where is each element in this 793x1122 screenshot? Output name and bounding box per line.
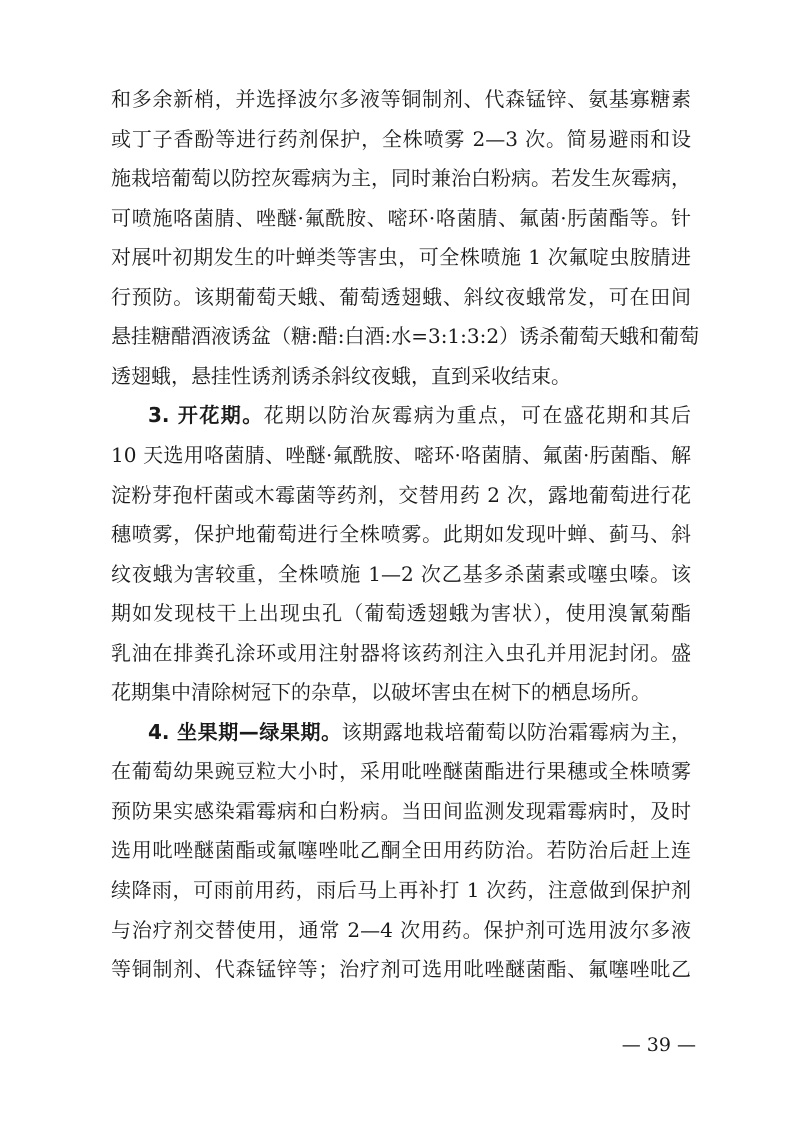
paragraph-3-line-7: 等铜制剂、代森锰锌等；治疗剂可选用吡唑醚菌酯、氟噻唑吡乙	[111, 957, 691, 981]
paragraph-2-line-2: 10 天选用咯菌腈、唑醚·氟酰胺、嘧环·咯菌腈、氟菌·肟菌酯、解	[111, 443, 691, 467]
paragraph-1-line-1: 和多余新梢，并选择波尔多液等铜制剂、代森锰锌、氨基寡糖素	[111, 87, 691, 111]
paragraph-1-line-3: 施栽培葡萄以防控灰霉病为主，同时兼治白粉病。若发生灰霉病，	[111, 166, 691, 190]
paragraph-2-line-4: 穗喷雾，保护地葡萄进行全株喷雾。此期如发现叶蝉、蓟马、斜	[111, 522, 691, 546]
paragraph-2-line-6: 期如发现枝干上出现虫孔（葡萄透翅蛾为害状），使用溴氰菊酯	[111, 601, 691, 625]
paragraph-1-line-2: 或丁子香酚等进行药剂保护，全株喷雾 2—3 次。简易避雨和设	[111, 127, 691, 151]
paragraph-2-line-7: 乳油在排粪孔涂环或用注射器将该药剂注入虫孔并用泥封闭。盛	[111, 641, 691, 665]
section-heading-fruit-set: 4. 坐果期—绿果期。	[148, 720, 342, 744]
paragraph-3-line-1	[148, 713, 691, 751]
paragraph-3-line-4: 选用吡唑醚菌酯或氟噻唑吡乙酮全田用药防治。若防治后赶上连	[111, 838, 691, 862]
paragraph-2-line-1	[148, 396, 691, 434]
paragraph-1-line-6: 行预防。该期葡萄天蛾、葡萄透翅蛾、斜纹夜蛾常发，可在田间	[111, 285, 691, 309]
paragraph-3-line-2: 在葡萄幼果豌豆粒大小时，采用吡唑醚菌酯进行果穗或全株喷雾	[111, 759, 691, 783]
section-heading-flowering: 3. 开花期。	[148, 403, 264, 427]
paragraph-1-line-8: 透翅蛾，悬挂性诱剂诱杀斜纹夜蛾，直到采收结束。	[111, 364, 571, 388]
paragraph-2-line-3: 淀粉芽孢杆菌或木霉菌等药剂，交替用药 2 次，露地葡萄进行花	[111, 483, 691, 507]
paragraph-3-line-5: 续降雨，可雨前用药，雨后马上再补打 1 次药，注意做到保护剂	[111, 878, 691, 902]
paragraph-3-line-3: 预防果实感染霜霉病和白粉病。当田间监测发现霜霉病时，及时	[111, 799, 691, 823]
paragraph-1-line-5: 对展叶初期发生的叶蝉类等害虫，可全株喷施 1 次氟啶虫胺腈进	[111, 245, 691, 269]
paragraph-2-line-1-text: 花期以防治灰霉病为重点，可在盛花期和其后	[263, 403, 691, 427]
paragraph-2-line-5: 纹夜蛾为害较重，全株喷施 1—2 次乙基多杀菌素或噻虫嗪。该	[111, 562, 691, 586]
paragraph-1-line-7: 悬挂糖醋酒液诱盆（糖:醋:白酒:水=3:1:3:2）诱杀葡萄天蛾和葡萄	[111, 324, 700, 348]
paragraph-2-line-8: 花期集中清除树冠下的杂草，以破坏害虫在树下的栖息场所。	[111, 680, 651, 704]
paragraph-3-line-6: 与治疗剂交替使用，通常 2—4 次用药。保护剂可选用波尔多液	[111, 918, 691, 942]
paragraph-1-line-4: 可喷施咯菌腈、唑醚·氟酰胺、嘧环·咯菌腈、氟菌·肟菌酯等。针	[111, 206, 691, 230]
page-number: — 39 —	[621, 1034, 696, 1056]
paragraph-3-line-1-text: 该期露地栽培葡萄以防治霜霉病为主，	[341, 720, 691, 744]
